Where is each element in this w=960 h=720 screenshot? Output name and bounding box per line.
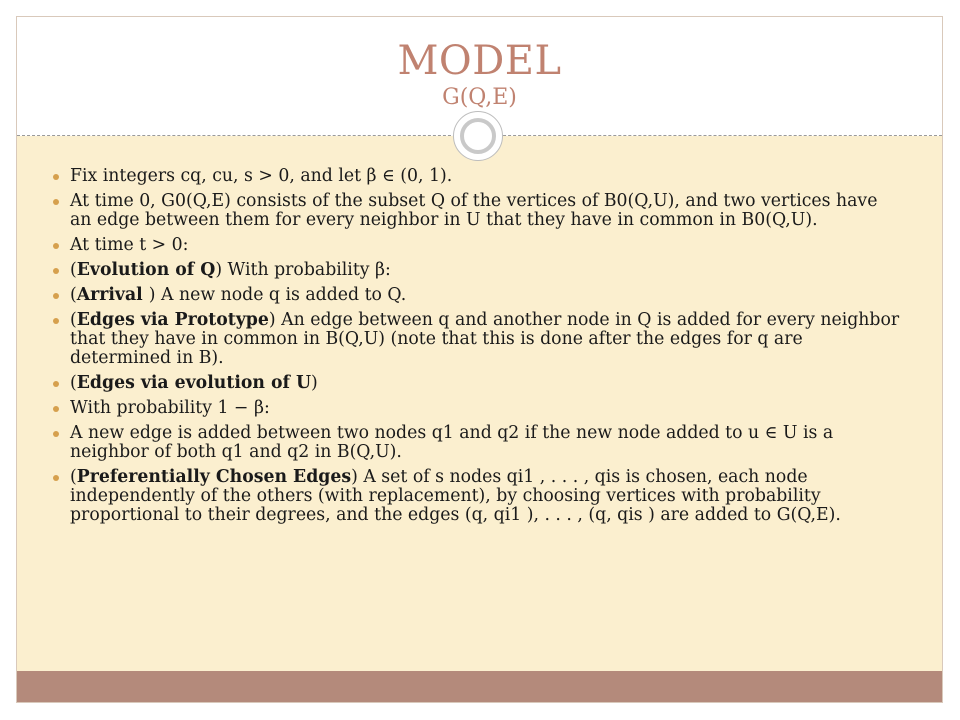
bullet-item	[17, 286, 942, 305]
bullet-icon	[53, 293, 59, 299]
bullet-text-post: ) A set of s nodes qi1 , . . . , qis is chosen, each node independently of the others (with replacement), by choosing vertices with probability proportional to their degrees, and the edges (q, qi1 ), . . . , (q, qis ) are added to G(Q,E).	[70, 467, 841, 525]
bullet-text-bold: Edges via evolution of U	[76, 373, 312, 393]
bullet-icon	[53, 174, 59, 180]
bullet-text-bold: Edges via Prototype	[76, 310, 269, 330]
bullet-item	[17, 236, 942, 255]
bullet-text-pre: (	[70, 310, 77, 330]
bullet-text-pre: (	[70, 260, 77, 280]
bullet-text-post: ) A new node q is added to Q.	[148, 285, 407, 305]
bullet-icon	[53, 268, 59, 274]
bullet-icon	[53, 381, 59, 387]
bullet-list	[17, 167, 942, 531]
bullet-text: A new edge is added between two nodes q1 and q2 if the new node added to u ∈ U is a neighbor of both q1 and q2 in B(Q,U).	[70, 423, 834, 462]
bullet-icon	[53, 475, 59, 481]
bullet-item	[17, 261, 942, 280]
bullet-text-post: ) With probability β:	[215, 260, 391, 280]
bullet-item	[17, 424, 942, 462]
bullet-text: Fix integers cq, cu, s > 0, and let β ∈ (0, 1).	[70, 166, 453, 186]
bullet-item	[17, 374, 942, 393]
bullet-item	[17, 192, 942, 230]
footer-bar	[17, 671, 942, 702]
bullet-text-post: )	[311, 373, 318, 393]
bullet-icon	[53, 199, 59, 205]
slide-subtitle: G(Q,E)	[442, 85, 517, 110]
bullet-text-pre: (	[70, 373, 77, 393]
decorative-circle-icon	[453, 111, 503, 161]
bullet-text-bold: Preferentially Chosen Edges	[76, 467, 352, 487]
slide	[16, 16, 943, 703]
bullet-item	[17, 468, 942, 525]
bullet-item	[17, 167, 942, 186]
bullet-item	[17, 311, 942, 368]
bullet-item	[17, 399, 942, 418]
bullet-text: At time 0, G0(Q,E) consists of the subset Q of the vertices of B0(Q,U), and two vertices have an edge between them for every neighbor in U that they have in common in B0(Q,U).	[70, 191, 878, 230]
inner-ring	[460, 118, 496, 154]
slide-title: MODEL	[397, 38, 562, 84]
bullet-text-pre: (	[70, 285, 77, 305]
bullet-text: At time t > 0:	[70, 235, 189, 255]
bullet-text-post: ) An edge between q and another node in Q is added for every neighbor that they have in common in B(Q,U) (note that this is done after the edges for q are determined in B).	[70, 310, 900, 368]
bullet-icon	[53, 431, 59, 437]
bullet-text: With probability 1 − β:	[70, 398, 270, 418]
bullet-icon	[53, 243, 59, 249]
bullet-text-bold: Arrival	[76, 285, 149, 305]
bullet-icon	[53, 318, 59, 324]
bullet-icon	[53, 406, 59, 412]
bullet-text-pre: (	[70, 467, 77, 487]
bullet-text-bold: Evolution of Q	[76, 260, 216, 280]
